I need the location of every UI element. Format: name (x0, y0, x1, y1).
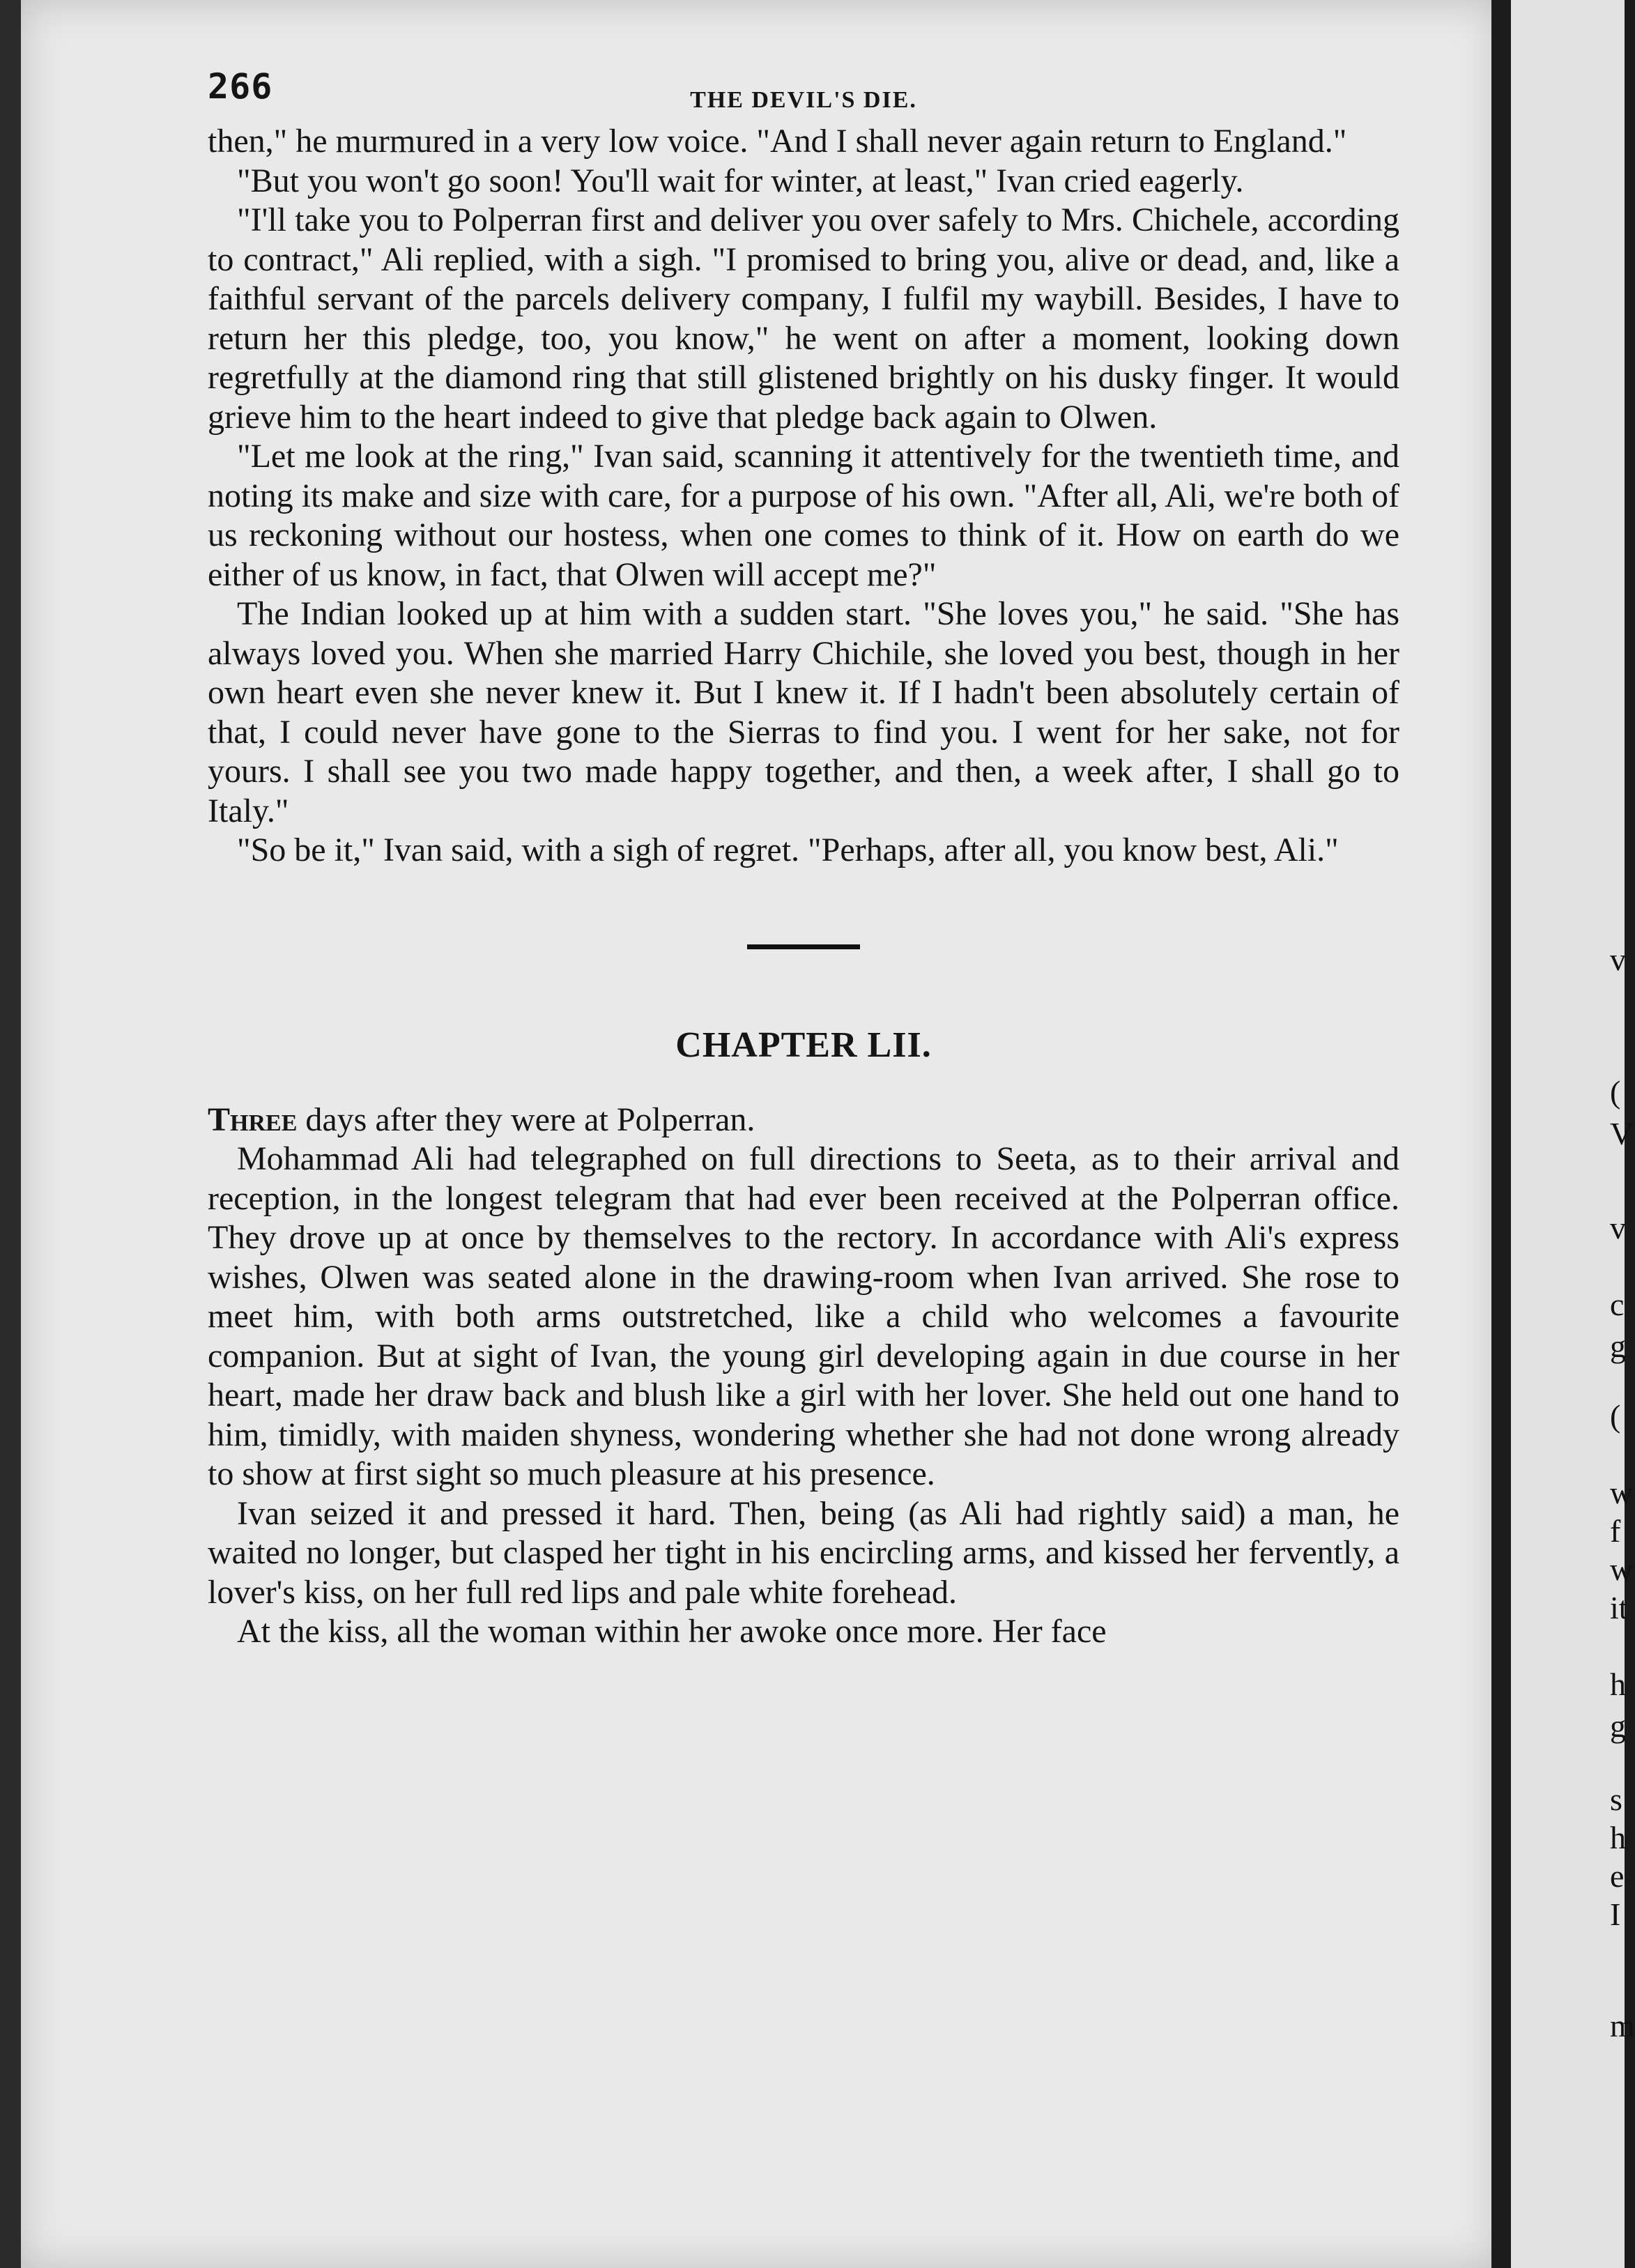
body-text (208, 122, 1399, 871)
paragraph: "But you won't go soon! You'll wait for winter, at least," Ivan cried eagerly. (237, 162, 1244, 199)
facing-page-fragment: ( (1610, 1398, 1621, 1434)
page-number: 266 (208, 66, 273, 107)
facing-page-fragment: V (1610, 1116, 1634, 1151)
facing-page-fragment: v (1610, 942, 1626, 977)
running-title: THE DEVIL'S DIE. (690, 87, 917, 113)
facing-page-fragment: f (1610, 1513, 1621, 1549)
paragraph: "I'll take you to Polperran first and deliver you over safely to Mrs. Chichele, according to contract," Ali replied, with a sigh. "I promised to bring you, alive or dead, and, like a faithful servant of the parcels delivery company, I fulfil my waybill. Besides, I have to return her this pledge, too, you know," he went on after a moment, looking down regretfully at the diamond ring that still glistened brightly on his dusky finger. It would grieve him to the heart indeed to give that pledge back again to Olwen. (208, 201, 1399, 436)
facing-page-fragment: g (1610, 1328, 1626, 1364)
paragraph: At the kiss, all the woman within her awoke once more. Her face (237, 1613, 1107, 1650)
facing-page-fragment: w (1610, 1551, 1634, 1587)
facing-page-fragment: g (1610, 1708, 1626, 1744)
chapter-body (208, 1101, 1399, 1652)
paragraph: "Let me look at the ring," Ivan said, scanning it attentively for the twentieth time, and noting its make and size with care, for a purpose of his own. "After all, Ali, we're both of us reckoning without our hostess, when one comes to think of it. How on earth do we either of us know, in fact, that Olwen will accept me?" (208, 438, 1399, 593)
facing-page-fragment: h (1610, 1666, 1626, 1702)
page-content (208, 66, 1399, 1652)
facing-page-edge (1511, 0, 1635, 2268)
facing-page-fragment: I (1610, 1897, 1621, 1932)
book-gutter (1491, 0, 1511, 2268)
paragraph: "So be it," Ivan said, with a sigh of regret. "Perhaps, after all, you know best, Ali." (237, 832, 1339, 868)
facing-page-fragment: it (1610, 1590, 1628, 1625)
facing-page-fragment: m (1610, 2008, 1635, 2044)
chapter-opening-paragraph (208, 1101, 1399, 1140)
facing-page-fragment: w (1610, 1475, 1634, 1510)
opening-rest: days after they were at Polperran. (297, 1101, 755, 1138)
facing-page-fragment: v (1610, 1210, 1626, 1246)
left-page (21, 0, 1498, 2268)
paragraph: Ivan seized it and pressed it hard. Then, being (as Ali had rightly said) a man, he waited no longer, but clasped her tight in his encircling arms, and kissed her fervently, a lover's kiss, on her full red lips and pale white forehead. (208, 1494, 1399, 1611)
paragraph: The Indian looked up at him with a sudden start. "She loves you," he said. "She has always loved you. When she married Harry Chichile, she loved you best, though in her own heart even she never knew it. But I knew it. If I hadn't been absolutely certain of that, I could never have gone to the Sierras to find you. I went for her sake, not for yours. I shall see you two made happy together, and then, a week after, I shall go to Italy." (208, 595, 1399, 829)
facing-page-fragment: s (1610, 1782, 1622, 1817)
facing-page-fragment: c (1610, 1287, 1625, 1322)
paragraph: then," he murmured in a very low voice. "And I shall never again return to England." (208, 123, 1347, 160)
paragraph: Mohammad Ali had telegraphed on full directions to Seeta, as to their arrival and reception, in the longest telegram that had ever been received at the Polperran office. They drove up at once by themselves to the rectory. In accordance with Ali's express wishes, Olwen was seated alone in the drawing-room when Ivan arrived. She rose to meet him, with both arms outstretched, like a child who welcomes a favourite companion. But at sight of Ivan, the young girl developing again in due course in her heart, made her draw back and blush like a girl with her lover. She held out one hand to him, timidly, with maiden shyness, wondering whether she had not done wrong already to show at first sight so much pleasure at his presence. (208, 1140, 1399, 1492)
chapter-heading: CHAPTER LII. (675, 1025, 932, 1065)
section-divider (747, 944, 860, 949)
running-head (208, 66, 1399, 122)
facing-page-fragment: h (1610, 1820, 1626, 1855)
facing-page-fragment: ( (1610, 1074, 1621, 1110)
opening-word: Three (208, 1101, 298, 1138)
facing-page-fragment: e (1610, 1858, 1625, 1894)
